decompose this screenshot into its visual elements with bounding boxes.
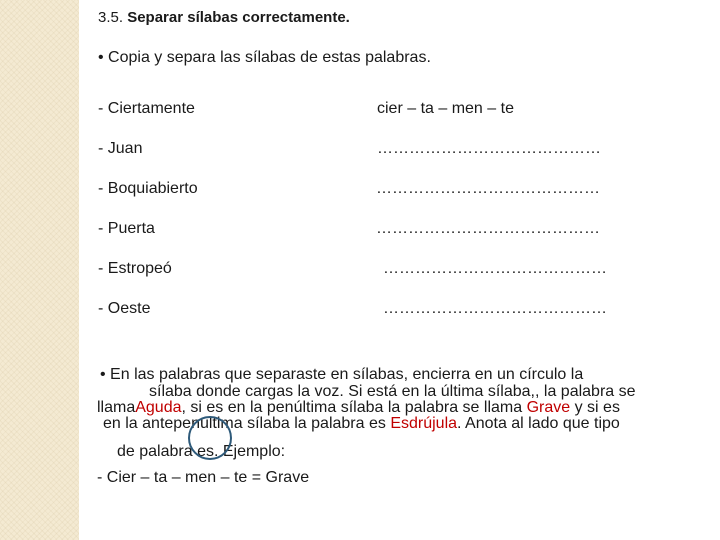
decorative-side-band [0,0,79,540]
section-title-text: Separar sílabas correctamente. [127,9,350,26]
answer-boquiabierto-blank: …………………………………… [376,180,600,197]
word-boquiabierto: - Boquiabierto [98,180,198,197]
word-oeste: - Oeste [98,300,151,317]
answer-puerta-blank: …………………………………… [376,220,600,237]
paragraph-line-5: de palabra es. Ejemplo: [117,443,286,460]
term-grave: Grave [526,399,571,416]
instruction-text: • Copia y separa las sílabas de estas palabras. [98,49,431,66]
paragraph-line-2: sílaba donde cargas la voz. Si está en la última sílaba,, la palabra se [149,383,636,400]
paragraph-line-1: • En las palabras que separaste en sílabas, encierra en un círculo la [100,366,584,383]
paragraph-line-3-end: y si es [570,399,620,416]
answer-juan-blank: …………………………………… [377,140,601,157]
section-title [98,9,350,26]
paragraph-line-4 [103,416,620,432]
word-estropeo: - Estropeó [98,260,172,277]
term-aguda: Aguda [135,399,182,416]
paragraph-line-4-end: . Anota al lado que tipo [457,415,620,432]
paragraph-line-3-middle: , si es en la penúltima sílaba la palabra se llama [181,399,527,416]
paragraph-line-4-start: en la antepenúltima sílaba la palabra es [103,415,391,432]
word-puerta: - Puerta [98,220,155,237]
paragraph-line-3-start: llama [97,399,136,416]
word-juan: - Juan [98,140,143,157]
word-ciertamente: - Ciertamente [98,100,195,117]
answer-ciertamente: cier – ta – men – te [377,100,514,117]
example-line: - Cier – ta – men – te = Grave [97,469,310,486]
paragraph-line-3 [97,400,620,416]
answer-estropeo-blank: …………………………………… [383,260,607,277]
term-esdrujula: Esdrújula [390,415,458,432]
circle-annotation [188,416,232,460]
section-number: 3.5. [98,9,124,26]
answer-oeste-blank: …………………………………… [383,300,607,317]
